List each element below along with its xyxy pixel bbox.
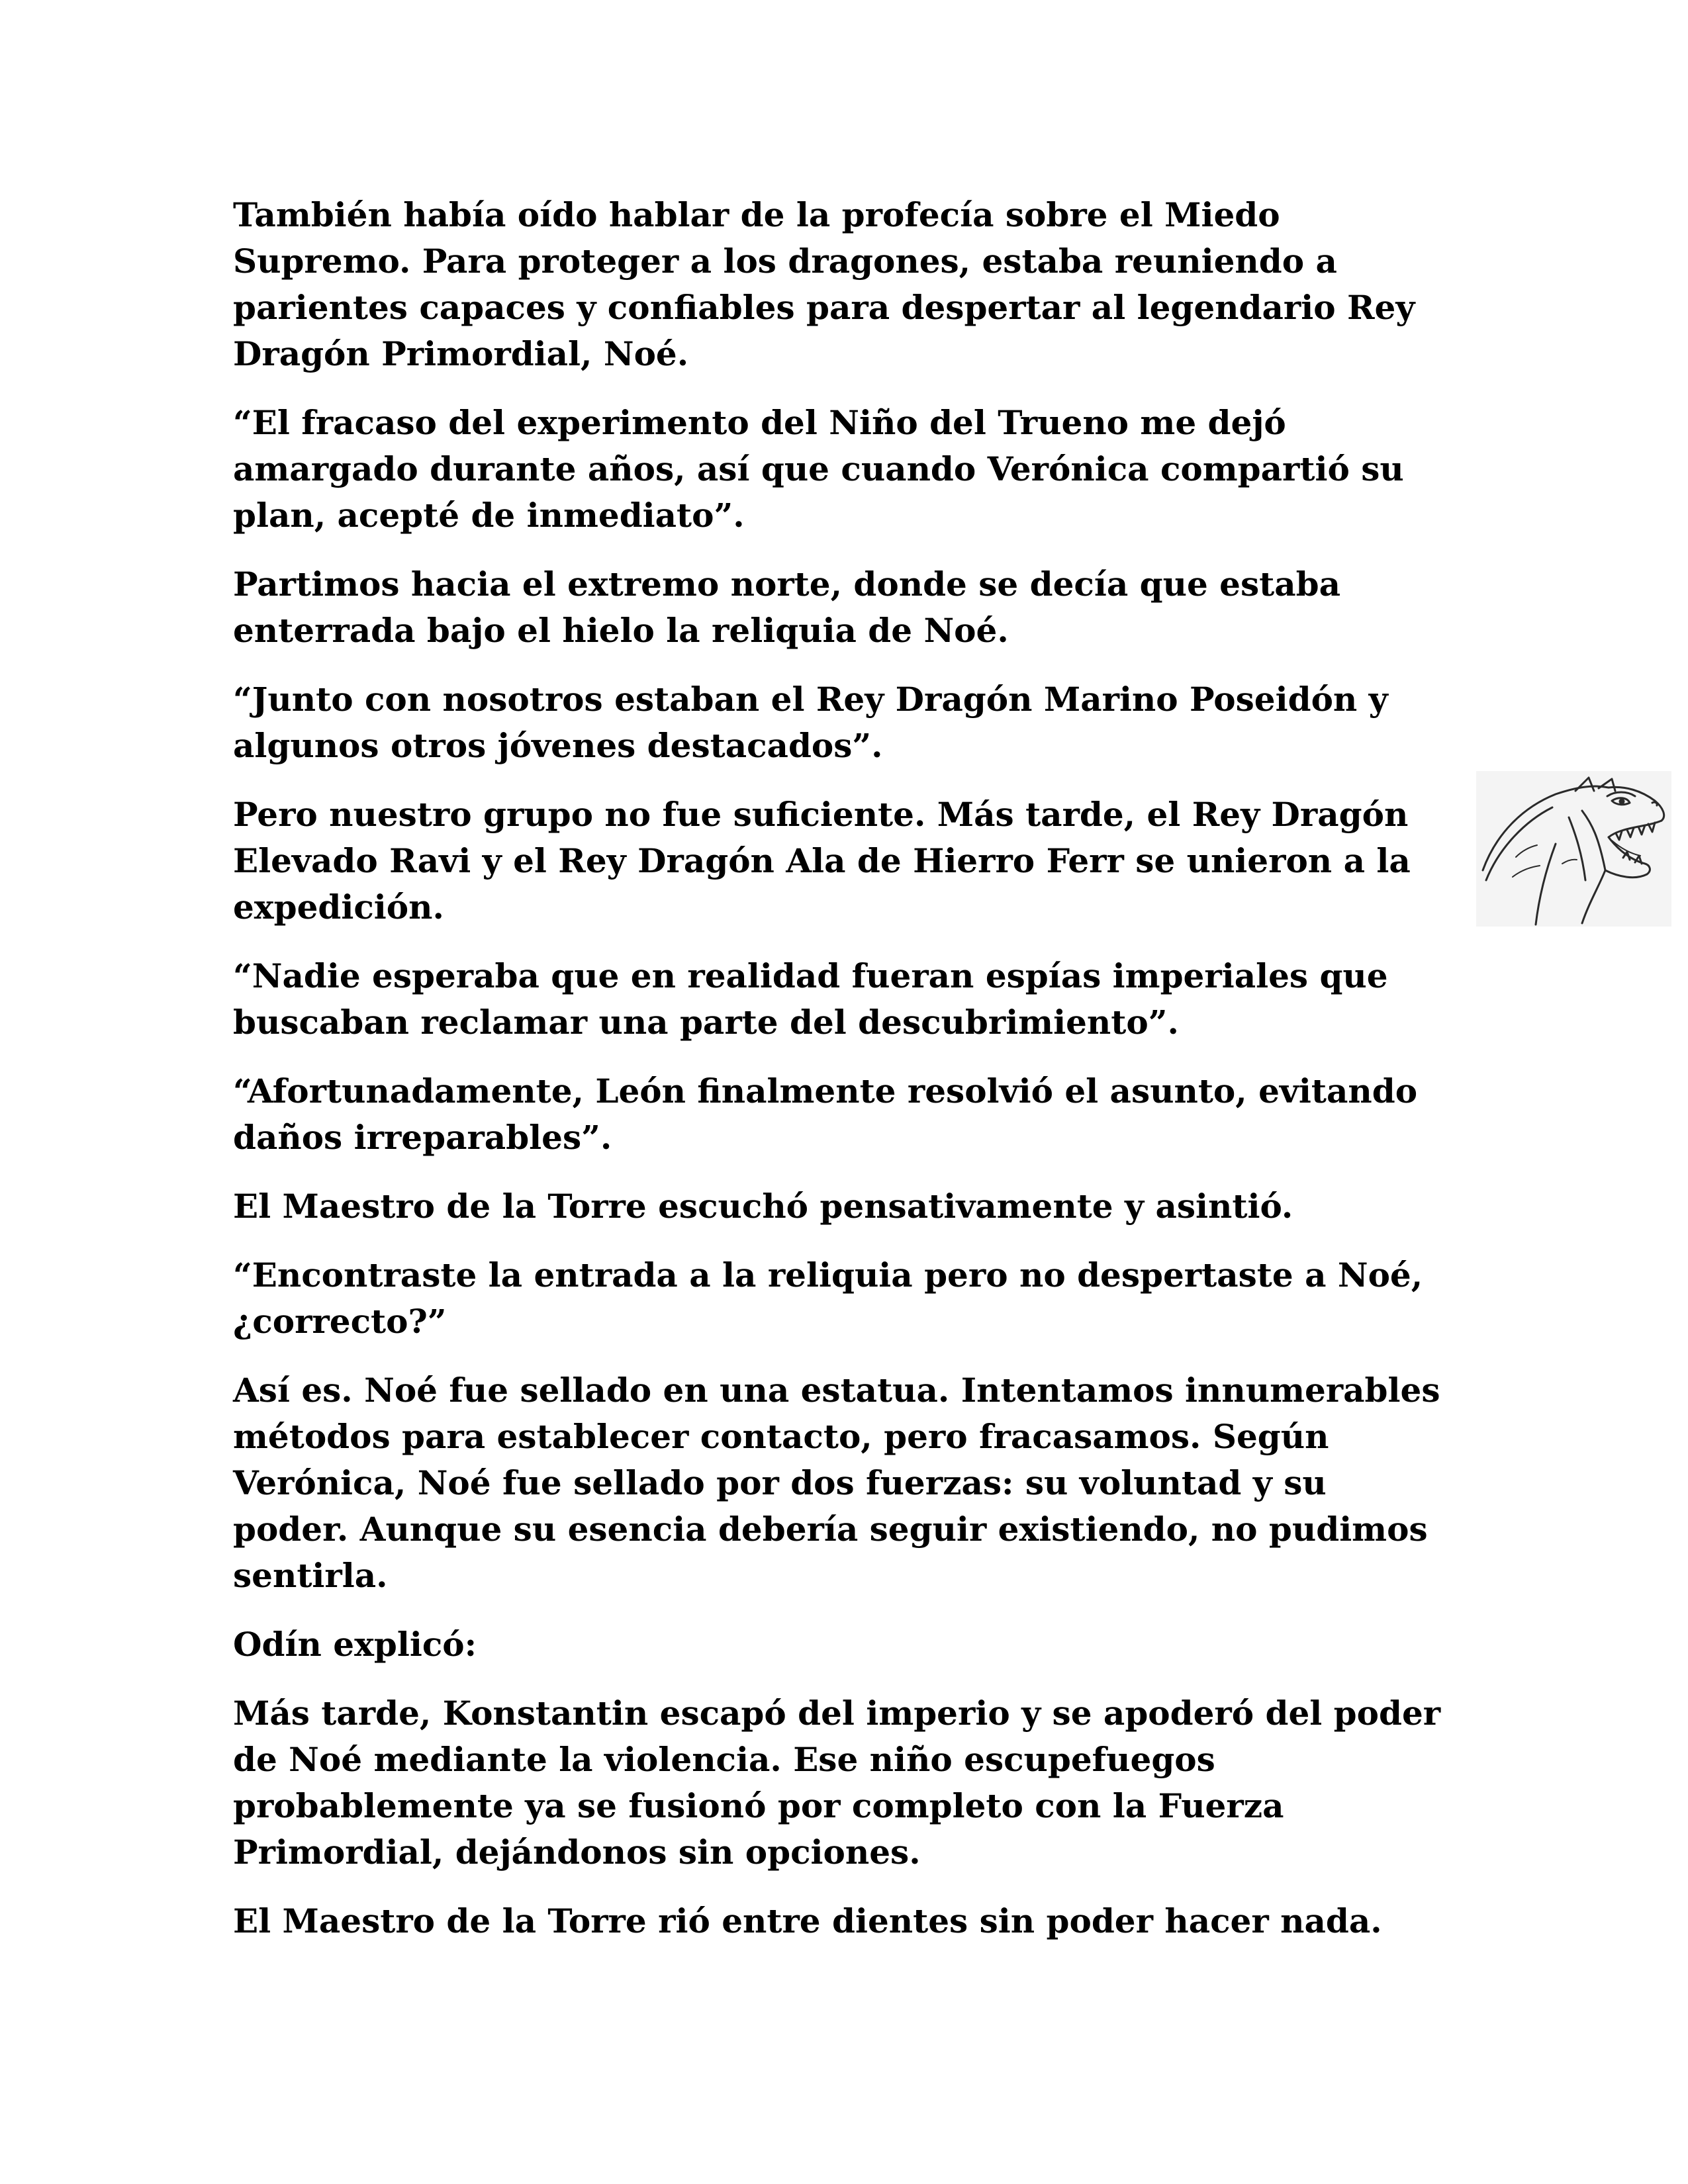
dragon-head-sketch-icon [1476,771,1671,927]
paragraph-11: Odín explicó: [233,1625,477,1664]
paragraph-9: “Encontraste la entrada a la reliquia pero no despertaste a Noé, ¿correcto?” [233,1255,1423,1341]
paragraph-13: El Maestro de la Torre rió entre dientes sin poder hacer nada. [233,1901,1382,1940]
paragraph-8: El Maestro de la Torre escuchó pensativamente y asintió. [233,1187,1293,1226]
paragraph-5: Pero nuestro grupo no fue suficiente. Más tarde, el Rey Dragón Elevado Ravi y el Rey Dragón Ala de Hierro Ferr se unieron a la expedición. [233,795,1411,927]
paragraph-2: “El fracaso del experimento del Niño del Trueno me dejó amargado durante años, así que cuando Verónica compartió su plan, acepté de inmediato”. [233,403,1404,535]
paragraph-4: “Junto con nosotros estaban el Rey Dragón Marino Poseidón y algunos otros jóvenes destacados”. [233,680,1388,765]
paragraph-6: “Nadie esperaba que en realidad fueran espías imperiales que buscaban reclamar una parte del descubrimiento”. [233,956,1388,1042]
paragraph-1: También había oído hablar de la profecía sobre el Miedo Supremo. Para proteger a los dragones, estaba reuniendo a parientes capaces y confiables para despertar al legendario Rey Dragón Primordial, Noé. [233,195,1415,373]
paragraph-3: Partimos hacia el extremo norte, donde se decía que estaba enterrada bajo el hielo la reliquia de Noé. [233,565,1340,650]
paragraph-12: Más tarde, Konstantin escapó del imperio y se apoderó del poder de Noé mediante la violencia. Ese niño escupefuegos probablemente ya se fusionó por completo con la Fuerza Primordial, dejándonos sin opciones. [233,1694,1441,1872]
paragraph-10: Así es. Noé fue sellado en una estatua. Intentamos innumerables métodos para establecer contacto, pero fracasamos. Según Verónica, Noé fue sellado por dos fuerzas: su voluntad y su poder. Aunque su esencia debería seguir existiendo, no pudimos sentirla. [233,1371,1440,1595]
paragraph-7: “Afortunadamente, León finalmente resolvió el asunto, evitando daños irreparables”. [233,1071,1418,1157]
body-text [233,192,1451,1967]
